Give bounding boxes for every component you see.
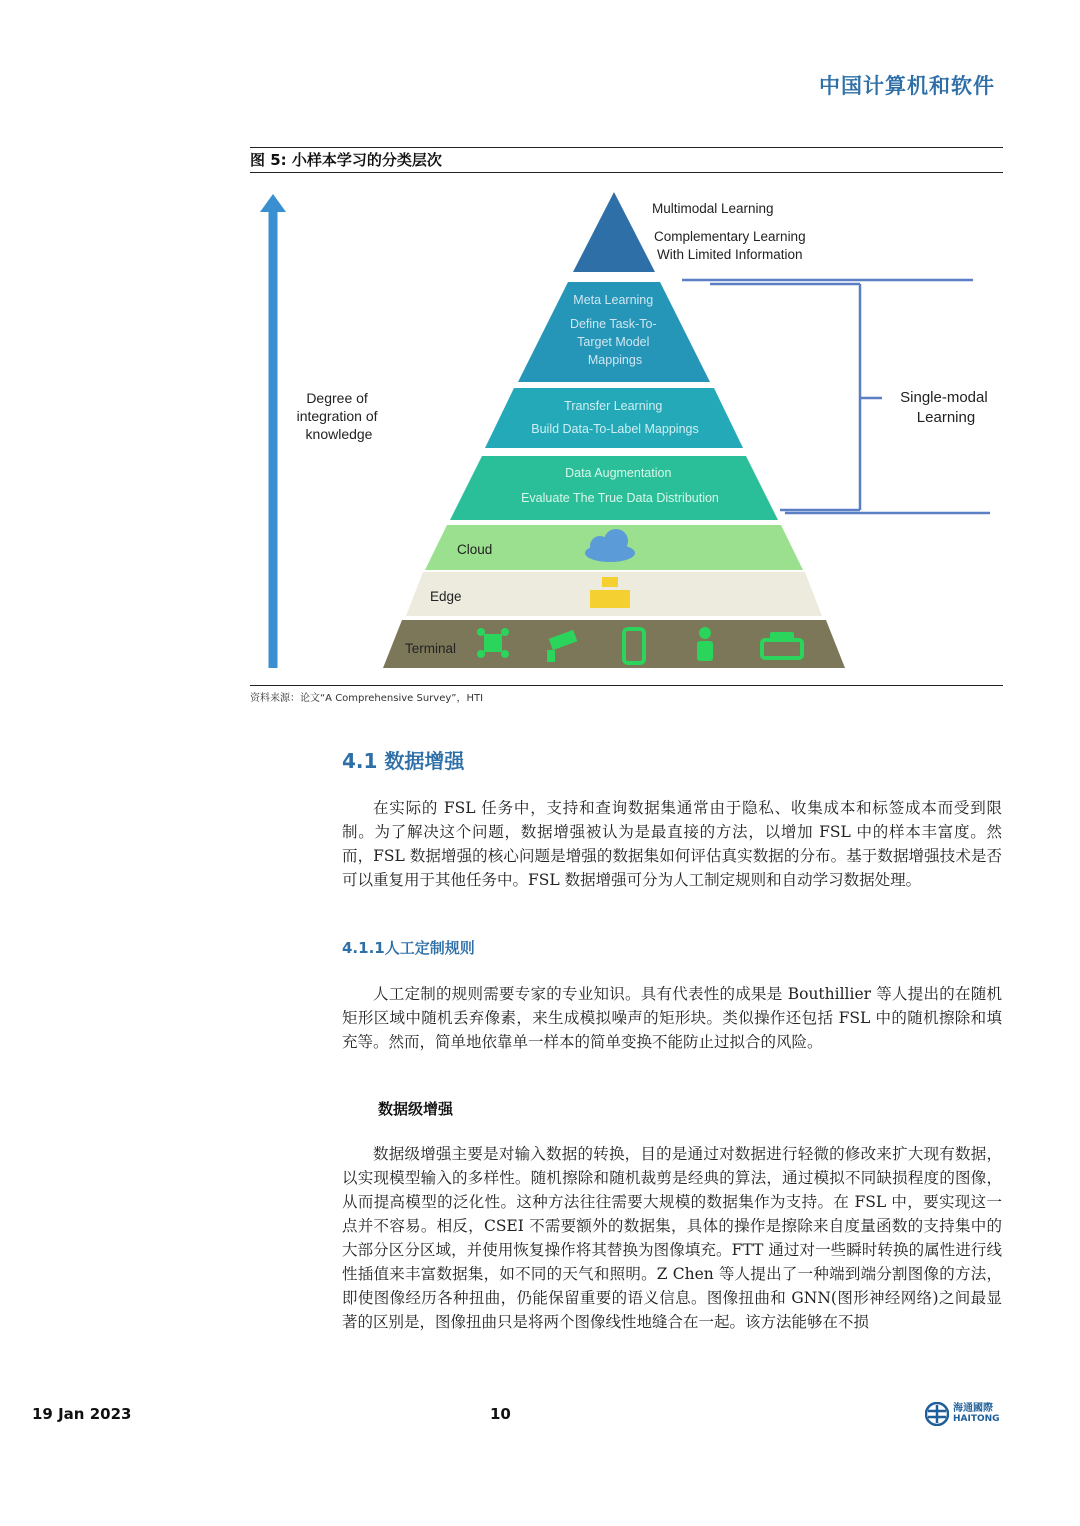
figure-bottom-rule [250,685,1003,686]
top-tier-label-3: With Limited Information [657,247,803,262]
meta-tier-line-1: Meta Learning [573,293,654,307]
knowledge-arrow-head [260,194,286,212]
figure-source: 资料来源：论文“A Comprehensive Survey”，HTI [250,693,484,704]
subsection-heading: 4.1.1人工定制规则 [342,939,475,957]
logo-text [953,1404,1000,1424]
logo-chinese: 海通國際 [953,1403,993,1414]
figure-title [250,147,1003,173]
footer-date: 19 Jan 2023 [32,1405,132,1423]
transfer-tier-line-2: Build Data-To-Label Mappings [531,422,699,436]
top-tier-label-2: Complementary Learning [654,229,806,244]
paragraph-manual-rules: 人工定制的规则需要专家的专业知识。具有代表性的成果是 Bouthillier 等人提出的在随机矩形区域中随机丢弃像素，来生成模拟噪声的矩形块。类似操作还包括 FSL 中的随机擦除和填充等。然而，简单地依靠单一样本的简单变换不能防止过拟合的风险。 [342,985,1002,1051]
meta-tier-line-3: Target Model [577,335,650,349]
subsubsection-heading: 数据级增强 [378,1100,454,1118]
footer-logo [925,1402,1000,1426]
figure-title-text: 图 5: 小样本学习的分类层次 [250,151,442,169]
haitong-logo-icon [925,1402,949,1426]
axis-label-line-3: knowledge [305,426,373,442]
paragraph-intro: 在实际的 FSL 任务中，支持和查询数据集通常由于隐私、收集成本和标签成本而受到限制。为了解决这个问题，数据增强被认为是最直接的方法，以增加 FSL 中的样本丰富度。然而，FSL 数据增强的核心问题是增强的数据集如何评估真实数据的分布。基于数据增强技术是否可以重复用于其他任务中。FSL 数据增强可分为人工制定规则和自动学习数据处理。 [342,799,1002,889]
single-modal-label [900,389,992,426]
single-modal-label-line-2: Learning [916,409,976,426]
axis-label [297,390,382,442]
terminal-label: Terminal [405,641,457,656]
cloud-label: Cloud [457,542,493,557]
augmentation-tier-line-1: Data Augmentation [565,466,672,480]
single-modal-label-line-1: Single-modal [900,389,988,406]
tier-transfer-learning [485,388,743,448]
meta-tier-line-4: Mappings [587,353,643,367]
top-tier-label-1: Multimodal Learning [652,201,774,216]
header-brand: 中国计算机和软件 [819,74,995,98]
pyramid-figure [250,180,1003,680]
section-heading: 4.1 数据增强 [342,749,465,773]
meta-tier-line-2: Define Task-To- [569,317,657,331]
edge-label: Edge [430,589,462,604]
augmentation-tier-line-2: Evaluate The True Data Distribution [521,491,719,505]
axis-label-line-2: integration of [296,408,378,424]
paragraph-data-level: 数据级增强主要是对输入数据的转换，目的是通过对数据进行轻微的修改来扩大现有数据，以实现模型输入的多样性。随机擦除和随机裁剪是经典的算法，通过模拟不同缺损程度的图像，从而提高模型的泛化性。这种方法往往需要大规模的数据集作为支持。在 FSL 中，要实现这一点并不容易。相反，CSEI 不需要额外的数据集，具体的操作是擦除来自度量函数的支持集中的大部分区分区域，并使用恢复操作将其替换为图像填充。FTT 通过对一些瞬时转换的属性进行线性插值来丰富数据集，如不同的天气和照明。Z Chen 等人提出了一种端到端分割图像的方法，即使图像经历各种扭曲，仍能保留重要的语义信息。图像扭曲和 GNN(图形神经网络)之间最显著的区别是，图像扭曲只是将两个图像线性地缝合在一起。该方法能够在不损 [342,1145,1002,1331]
footer-page-number: 10 [490,1405,511,1423]
person-icon [697,627,713,661]
logo-english: HAITONG [953,1414,1000,1424]
axis-label-line-1: Degree of [306,390,368,406]
tier-multimodal [573,192,655,272]
transfer-tier-line-1: Transfer Learning [564,399,663,413]
